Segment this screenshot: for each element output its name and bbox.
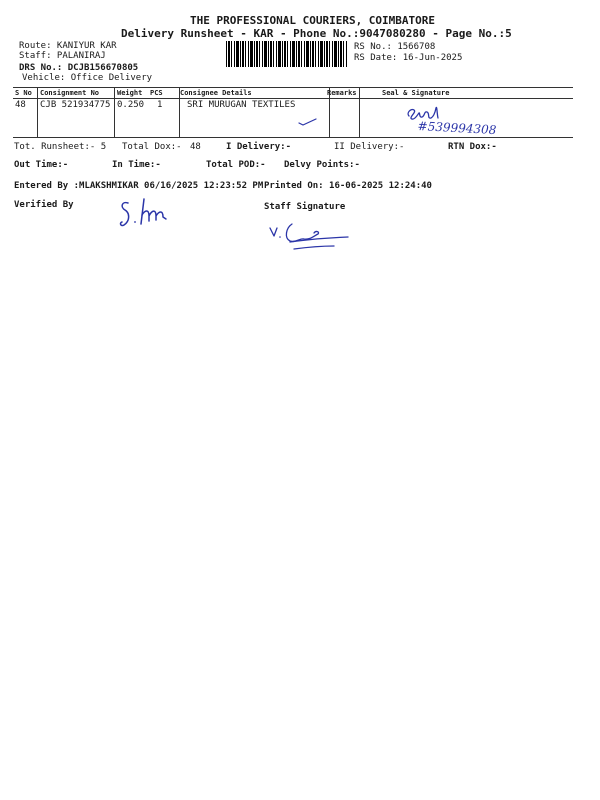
out-time: Out Time:- [14,160,69,170]
table-top-border [13,87,573,88]
tot-runsheet: Tot. Runsheet:- 5 [14,142,107,152]
col-divider [114,87,115,137]
table-header-border [13,98,573,99]
staff-label: Staff: PALANIRAJ [19,51,106,61]
rs-date: RS Date: 16-Jun-2025 [354,53,463,63]
row-consignment: CJB 521934775 [40,100,111,110]
col-divider [37,87,38,137]
company-title: THE PROFESSIONAL COURIERS, COIMBATORE [190,14,436,27]
i-delivery: I Delivery:- [226,142,292,152]
barcode [226,41,348,67]
staff-signature-mark [264,218,354,258]
col-divider [359,87,360,137]
staff-signature-label: Staff Signature [264,202,346,212]
in-time: In Time:- [112,160,161,170]
total-dox-value: 48 [190,142,201,152]
row-pcs: 1 [157,100,163,110]
ii-delivery: II Delivery:- [334,142,405,152]
verified-by-signature [118,197,174,231]
drs-number: DRS No.: DCJB156670805 [19,63,139,73]
tick-mark [298,117,318,127]
header-remarks: Remarks [327,89,357,97]
verified-by-label: Verified By [14,200,74,210]
header-seal: Seal & Signature [382,89,450,97]
rtn-dox: RTN Dox:- [448,142,497,152]
header-consignee: Consignee Details [180,89,252,97]
route-label: Route: KANIYUR KAR [19,41,117,51]
row-consignee: SRI MURUGAN TEXTILES [187,100,296,110]
row-sno: 48 [15,100,26,110]
total-pod: Total POD:- [206,160,266,170]
header-pcs: PCS [150,89,163,97]
runsheet-subtitle: Delivery Runsheet - KAR - Phone No.:9047080280 - Page No.:5 [121,27,512,40]
rs-number: RS No.: 1566708 [354,42,436,52]
vehicle-label: Vehicle: Office Delivery [22,73,153,83]
total-dox-label: Total Dox:- [122,142,182,152]
header-consignment: Consignment No [40,89,100,97]
row-weight: 0.250 [117,100,145,110]
seal-handwritten-number: #539994308 [417,119,497,138]
table-bottom-border [13,137,573,138]
printed-on: Printed On: 16-06-2025 12:24:40 [264,181,432,191]
delvy-points: Delvy Points:- [284,160,360,170]
header-sno: S No [15,89,32,97]
header-weight: Weight [117,89,143,97]
entered-by: Entered By :MLAKSHMIKAR 06/16/2025 12:23:52 PM [14,181,264,191]
